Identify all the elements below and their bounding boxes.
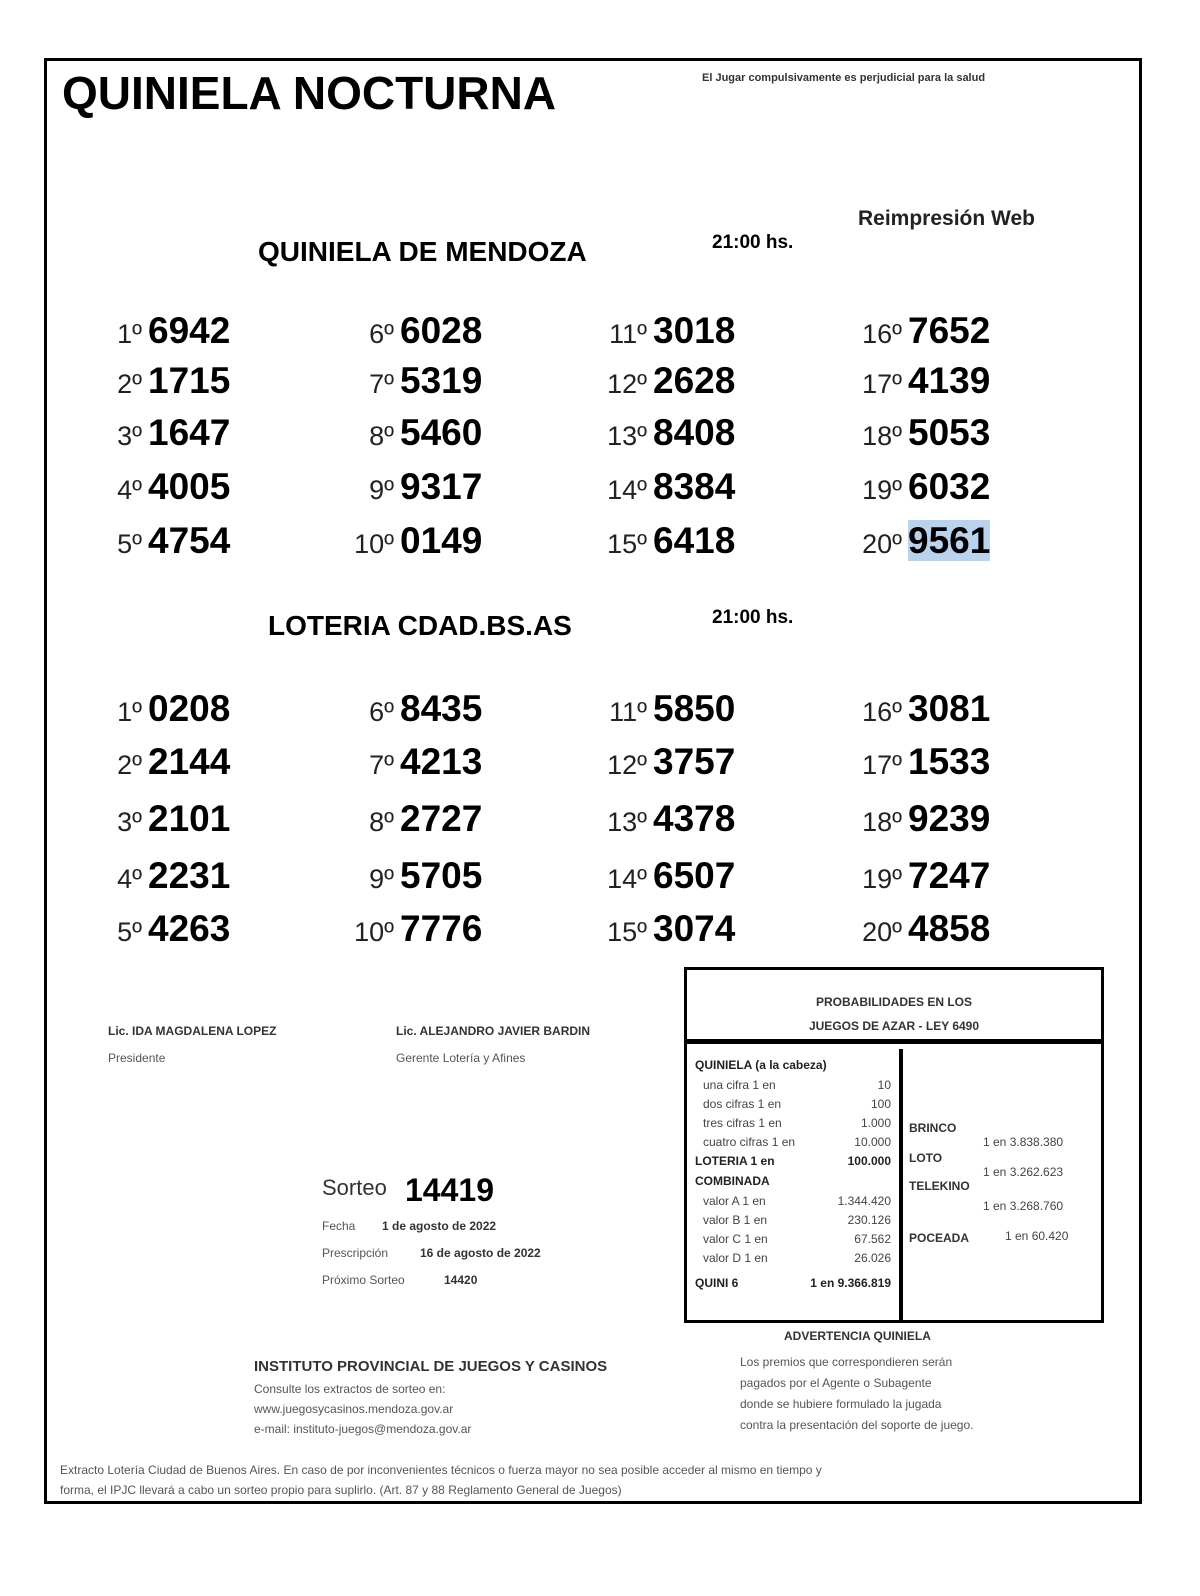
result-number: 4005: [148, 466, 231, 507]
result-position: 15º: [607, 917, 647, 947]
result-number: 8435: [400, 688, 483, 729]
result-number: 5053: [908, 412, 991, 453]
result-number: 4858: [908, 908, 991, 949]
probabilities-left: [687, 1049, 903, 1320]
result-number: 3081: [908, 688, 991, 729]
result-cell: [848, 798, 990, 840]
footer-line: Extracto Lotería Ciudad de Buenos Aires. En caso de por inconvenientes técnicos o fuerza mayor no sea posible acceder al mismo en tiempo y: [60, 1463, 822, 1477]
quiniela-value: 10: [877, 1078, 891, 1092]
institute-email[interactable]: e-mail: instituto-juegos@mendoza.gov.ar: [254, 1422, 472, 1436]
institute-contact: [254, 1379, 471, 1439]
result-number: 9317: [400, 466, 483, 507]
telekino-label: TELEKINO: [909, 1179, 970, 1193]
result-number: 2144: [148, 741, 231, 782]
result-number: 8408: [653, 412, 736, 453]
probabilities-subtitle: JUEGOS DE AZAR - LEY 6490: [808, 1019, 980, 1033]
advertencia-line: Los premios que correspondieren serán: [740, 1355, 953, 1369]
result-number: 7247: [908, 855, 991, 896]
combinada-label: COMBINADA: [695, 1174, 770, 1188]
result-position: 15º: [607, 529, 647, 559]
institute-name: INSTITUTO PROVINCIAL DE JUEGOS Y CASINOS: [254, 1358, 608, 1375]
result-number: 7652: [908, 310, 991, 351]
result-number: 1715: [148, 360, 231, 401]
combinada-value: 1.344.420: [837, 1194, 891, 1208]
result-number: 6032: [908, 466, 991, 507]
result-position: 1º: [117, 697, 142, 727]
probabilities-title: PROBABILIDADES EN LOS: [815, 995, 972, 1009]
result-number: 6418: [653, 520, 736, 561]
result-position: 2º: [117, 369, 142, 399]
result-cell: [595, 908, 735, 950]
health-warning: El Jugar compulsivamente es perjudicial para la salud: [702, 72, 986, 84]
result-position: 7º: [369, 369, 394, 399]
loto-label: LOTO: [909, 1151, 943, 1165]
result-position: 2º: [117, 750, 142, 780]
result-number: 8384: [653, 466, 736, 507]
result-number: 2231: [148, 855, 231, 896]
result-cell: [108, 908, 230, 950]
result-position: 9º: [369, 864, 394, 894]
result-cell: [595, 412, 735, 454]
result-number: 5319: [400, 360, 483, 401]
probabilities-box: [684, 967, 1104, 1323]
result-number: 0149: [400, 520, 483, 561]
result-cell: [848, 466, 990, 508]
result-position: 16º: [862, 319, 902, 349]
result-cell: [340, 908, 482, 950]
result-number: 2727: [400, 798, 483, 839]
result-position: 5º: [117, 529, 142, 559]
result-cell: [595, 466, 735, 508]
result-number: 1647: [148, 412, 231, 453]
result-position: 10º: [354, 529, 394, 559]
result-number: 6942: [148, 310, 231, 351]
advertencia-line: pagados por el Agente o Subagente: [740, 1376, 932, 1390]
result-cell: [340, 520, 482, 562]
result-cell: [108, 855, 230, 897]
result-cell: [108, 688, 230, 730]
section-title-loteria: LOTERIA CDAD.BS.AS: [268, 610, 572, 641]
result-position: 12º: [607, 750, 647, 780]
combinada-value: 26.026: [854, 1251, 891, 1265]
sorteo-label: Sorteo: [322, 1175, 387, 1200]
result-number: 3018: [653, 310, 736, 351]
result-number: 3757: [653, 741, 736, 782]
result-cell: [595, 798, 735, 840]
result-number: 5460: [400, 412, 483, 453]
quini6-label: QUINI 6: [695, 1276, 739, 1290]
page-title: QUINIELA NOCTURNA: [62, 67, 557, 119]
result-cell: [108, 412, 230, 454]
result-position: 13º: [607, 807, 647, 837]
result-cell: [595, 520, 735, 562]
combinada-label: valor B 1 en: [703, 1213, 768, 1227]
result-cell: [848, 520, 990, 562]
result-cell: [595, 360, 735, 402]
quiniela-label: cuatro cifras 1 en: [703, 1135, 796, 1149]
result-cell: [848, 908, 990, 950]
quiniela-label: una cifra 1 en: [703, 1078, 776, 1092]
result-number: 4378: [653, 798, 736, 839]
proximo-value: 14420: [444, 1273, 478, 1287]
brinco-label: BRINCO: [909, 1121, 957, 1135]
quiniela-value: 100: [870, 1097, 891, 1111]
signature-role: Gerente Lotería y Afines: [396, 1051, 526, 1065]
result-position: 17º: [862, 750, 902, 780]
quiniela-row: [687, 1076, 899, 1095]
advertencia-text: [740, 1352, 974, 1436]
combinada-value: 230.126: [847, 1213, 891, 1227]
section-title-mendoza: QUINIELA DE MENDOZA: [258, 236, 587, 267]
result-number: 4139: [908, 360, 991, 401]
result-number: 6507: [653, 855, 736, 896]
probabilities-header: [687, 970, 1101, 1044]
quiniela-value: 1.000: [860, 1116, 891, 1130]
quiniela-label: dos cifras 1 en: [703, 1097, 782, 1111]
result-cell: [108, 360, 230, 402]
combinada-row: [687, 1230, 899, 1249]
result-number: 2628: [653, 360, 736, 401]
result-cell: [595, 310, 735, 352]
result-number: 7776: [400, 908, 483, 949]
result-position: 7º: [369, 750, 394, 780]
fecha-value: 1 de agosto de 2022: [382, 1219, 497, 1233]
result-position: 20º: [862, 917, 902, 947]
draw-time-mendoza: 21:00 hs.: [712, 232, 794, 253]
result-position: 11º: [609, 697, 647, 727]
result-position: 19º: [862, 475, 902, 505]
result-position: 14º: [607, 864, 647, 894]
result-cell: [848, 741, 990, 783]
combinada-row: [687, 1249, 899, 1268]
reprint-label: Reimpresión Web: [858, 207, 1035, 230]
result-number: 9561: [908, 520, 991, 561]
result-position: 16º: [862, 697, 902, 727]
result-position: 1º: [117, 319, 142, 349]
result-cell: [595, 741, 735, 783]
result-position: 6º: [369, 319, 394, 349]
quiniela-row: [687, 1095, 899, 1114]
advertencia-title: ADVERTENCIA QUINIELA: [784, 1329, 931, 1343]
result-position: 3º: [117, 807, 142, 837]
result-position: 14º: [607, 475, 647, 505]
result-position: 18º: [862, 421, 902, 451]
combinada-label: valor C 1 en: [703, 1232, 768, 1246]
result-position: 5º: [117, 917, 142, 947]
quiniela-row: [687, 1114, 899, 1133]
quiniela-row: [687, 1133, 899, 1152]
result-cell: [108, 310, 230, 352]
result-number: 4213: [400, 741, 483, 782]
result-number: 5850: [653, 688, 736, 729]
result-cell: [108, 798, 230, 840]
result-position: 19º: [862, 864, 902, 894]
result-number: 1533: [908, 741, 991, 782]
poceada-label: POCEADA: [909, 1231, 970, 1245]
result-cell: [848, 688, 990, 730]
result-position: 20º: [862, 529, 902, 559]
result-cell: [595, 855, 735, 897]
result-position: 10º: [354, 917, 394, 947]
signature-role: Presidente: [108, 1051, 166, 1065]
result-cell: [848, 855, 990, 897]
result-cell: [848, 360, 990, 402]
combinada-row: [687, 1192, 899, 1211]
quini6-row: [687, 1274, 899, 1293]
institute-line: Consulte los extractos de sorteo en:: [254, 1382, 446, 1396]
quini6-value: 1 en 9.366.819: [810, 1276, 891, 1290]
prescripcion-value: 16 de agosto de 2022: [420, 1246, 541, 1260]
result-cell: [340, 412, 482, 454]
quiniela-label: QUINIELA (a la cabeza): [695, 1058, 827, 1072]
result-position: 8º: [369, 421, 394, 451]
combinada-row: [687, 1211, 899, 1230]
result-cell: [340, 466, 482, 508]
fecha-label: Fecha: [322, 1219, 356, 1233]
result-position: 18º: [862, 807, 902, 837]
result-cell: [108, 741, 230, 783]
prescripcion-label: Prescripción: [322, 1246, 389, 1260]
draw-time-loteria: 21:00 hs.: [712, 607, 794, 628]
result-position: 11º: [609, 319, 647, 349]
quiniela-label: tres cifras 1 en: [703, 1116, 782, 1130]
result-position: 3º: [117, 421, 142, 451]
advertencia-line: contra la presentación del soporte de juego.: [740, 1418, 974, 1432]
result-number: 2101: [148, 798, 231, 839]
result-number: 9239: [908, 798, 991, 839]
result-cell: [340, 310, 482, 352]
combinada-label: valor A 1 en: [703, 1194, 766, 1208]
loteria-value: 100.000: [847, 1154, 891, 1168]
result-cell: [340, 798, 482, 840]
result-position: 4º: [117, 864, 142, 894]
result-position: 4º: [117, 475, 142, 505]
result-number: 4754: [148, 520, 231, 561]
advertencia-line: donde se hubiere formulado la jugada: [740, 1397, 942, 1411]
result-cell: [108, 466, 230, 508]
brinco-value: 1 en 3.838.380: [983, 1135, 1064, 1149]
footer-line: forma, el IPJC llevará a cabo un sorteo propio para suplirlo. (Art. 87 y 88 Reglamento General de Juegos): [60, 1483, 622, 1497]
combinada-label: valor D 1 en: [703, 1251, 768, 1265]
signature-name: Lic. IDA MAGDALENA LOPEZ: [108, 1024, 277, 1038]
result-position: 17º: [862, 369, 902, 399]
loteria-row: [687, 1152, 899, 1171]
result-number: 0208: [148, 688, 231, 729]
telekino-value: 1 en 3.268.760: [983, 1199, 1064, 1213]
result-number: 3074: [653, 908, 736, 949]
result-position: 8º: [369, 807, 394, 837]
loto-value: 1 en 3.262.623: [983, 1165, 1064, 1179]
footer-note: [60, 1460, 822, 1500]
result-position: 9º: [369, 475, 394, 505]
quiniela-value: 10.000: [854, 1135, 891, 1149]
poceada-value: 1 en 60.420: [1005, 1229, 1069, 1243]
result-cell: [108, 520, 230, 562]
result-number: 5705: [400, 855, 483, 896]
probabilities-right: [903, 1049, 1101, 1320]
result-cell: [340, 741, 482, 783]
result-cell: [340, 855, 482, 897]
combinada-value: 67.562: [854, 1232, 891, 1246]
result-cell: [340, 360, 482, 402]
result-cell: [595, 688, 735, 730]
result-position: 6º: [369, 697, 394, 727]
loteria-label: LOTERIA 1 en: [695, 1154, 775, 1168]
result-position: 13º: [607, 421, 647, 451]
result-cell: [848, 310, 990, 352]
signature-name: Lic. ALEJANDRO JAVIER BARDIN: [396, 1024, 591, 1038]
result-position: 12º: [607, 369, 647, 399]
proximo-label: Próximo Sorteo: [322, 1273, 405, 1287]
result-number: 4263: [148, 908, 231, 949]
result-cell: [848, 412, 990, 454]
institute-website[interactable]: www.juegosycasinos.mendoza.gov.ar: [254, 1402, 454, 1416]
result-number: 6028: [400, 310, 483, 351]
sorteo-number: 14419: [405, 1172, 494, 1208]
result-cell: [340, 688, 482, 730]
